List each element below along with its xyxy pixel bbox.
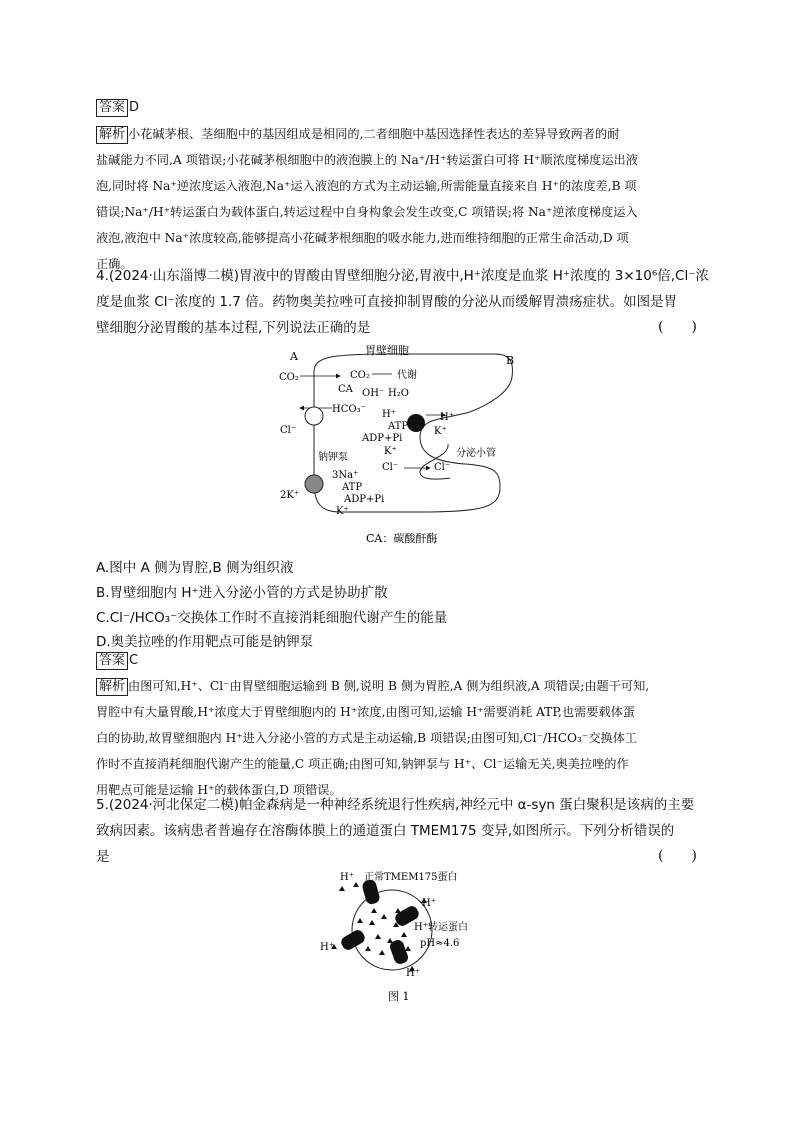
option-a: A.图中 A 侧为胃腔,B 侧为组织液 bbox=[96, 560, 294, 576]
svg-text:CA: CA bbox=[338, 384, 353, 395]
svg-text:CO₂: CO₂ bbox=[279, 372, 299, 383]
svg-text:Cl⁻: Cl⁻ bbox=[280, 425, 297, 436]
exchanger bbox=[305, 407, 323, 425]
analysis-line: 盐碱能力不同,A 项错误;小花碱茅根细胞中的液泡膜上的 Na⁺/H⁺转运蛋白可将 H⁺顺浓度梯度运出液 bbox=[96, 153, 638, 167]
svg-text:H⁺: H⁺ bbox=[440, 412, 454, 423]
svg-text:H⁺转运蛋白: H⁺转运蛋白 bbox=[414, 922, 468, 933]
svg-text:H⁺: H⁺ bbox=[406, 968, 420, 979]
svg-text:H₂O: H₂O bbox=[388, 388, 409, 399]
svg-text:K⁺: K⁺ bbox=[336, 506, 349, 517]
analysis-line: 用靶点可能是运输 H⁺的载体蛋白,D 项错误。 bbox=[96, 783, 342, 797]
svg-text:OH⁻: OH⁻ bbox=[362, 388, 385, 399]
q4-stem-line: 壁细胞分泌胃酸的基本过程,下列说法正确的是 bbox=[96, 320, 371, 336]
q4-answer bbox=[96, 652, 138, 670]
analysis-line: 作时不直接消耗细胞代谢产生的能量,C 项正确;由图可知,钠钾泵与 H⁺、Cl⁻运输无关,奥美拉唑的作 bbox=[96, 757, 629, 771]
svg-text:ATP: ATP bbox=[388, 421, 409, 432]
q4-answer-paren: ( ) bbox=[658, 319, 697, 335]
q5-answer-paren: ( ) bbox=[658, 848, 697, 864]
analysis-line: 解析 由图可知,H⁺、Cl⁻由胃壁细胞运输到 B 侧,说明 B 侧为胃腔,A 侧为组织液,A 项错误;由题干可知, bbox=[96, 673, 706, 699]
figure-caption: CA：碳酸酐酶 bbox=[366, 532, 438, 545]
svg-text:Cl⁻: Cl⁻ bbox=[382, 462, 399, 473]
sodium-potassium-pump bbox=[305, 475, 323, 493]
q3-answer bbox=[96, 99, 139, 117]
proton-pump bbox=[407, 414, 425, 432]
svg-text:K⁺: K⁺ bbox=[384, 446, 397, 457]
analysis-line: 白的协助,故胃壁细胞内 H⁺进入分泌小管的方式是主动运输,B 项错误;由图可知,Cl⁻/HCO₃⁻交换体工 bbox=[96, 731, 638, 745]
analysis-line: 泡,同时将 Na⁺逆浓度运入液泡,Na⁺运入液泡的方式为主动运输,所需能量直接来自 H⁺的浓度差,B 项 bbox=[96, 179, 637, 193]
svg-text:正常TMEM175蛋白: 正常TMEM175蛋白 bbox=[364, 872, 458, 883]
q4-figure bbox=[270, 342, 530, 550]
analysis-line: 正确。 bbox=[96, 257, 133, 271]
q4-stem-line: 4.(2024·山东淄博二模)胃液中的胃酸由胃壁细胞分泌,胃液中,H⁺浓度是血浆 H⁺浓度的 3×10⁶倍,Cl⁻浓 bbox=[96, 268, 709, 284]
q5-figure bbox=[312, 868, 502, 1008]
svg-text:钠钾泵: 钠钾泵 bbox=[318, 452, 348, 463]
svg-text:H⁺: H⁺ bbox=[382, 409, 396, 420]
svg-text:ADP+Pi: ADP+Pi bbox=[344, 494, 385, 505]
answer-value: C bbox=[129, 653, 139, 668]
q4-stem-line: 度是血浆 Cl⁻浓度的 1.7 倍。药物奥美拉唑可直接抑制胃酸的分泌从而缓解胃溃疡症状。如图是胃 bbox=[96, 294, 678, 310]
svg-text:H⁺: H⁺ bbox=[422, 898, 436, 909]
label-b: B bbox=[506, 354, 515, 367]
answer-value: D bbox=[129, 100, 140, 115]
q5-stem-line: 是 bbox=[96, 849, 110, 865]
svg-text:H⁺: H⁺ bbox=[320, 942, 334, 953]
cell-label: 胃壁细胞 bbox=[365, 344, 409, 357]
svg-text:2K⁺: 2K⁺ bbox=[280, 490, 300, 501]
svg-text:H⁺: H⁺ bbox=[340, 872, 354, 883]
analysis-line: 胃腔中有大量胃酸,H⁺浓度大于胃壁细胞内的 H⁺浓度,由图可知,运输 H⁺需要消耗 ATP,也需要载体蛋 bbox=[96, 705, 636, 719]
analysis-tag: 解析 bbox=[96, 126, 128, 144]
svg-text:HCO₃⁻: HCO₃⁻ bbox=[332, 404, 366, 415]
analysis-line: 液泡,液泡中 Na⁺浓度较高,能够提高小花碱茅根细胞的吸水能力,进而维持细胞的正常生命活动,D 项 bbox=[96, 231, 629, 245]
option-c: C.Cl⁻/HCO₃⁻交换体工作时不直接消耗细胞代谢产生的能量 bbox=[96, 610, 448, 626]
option-d: D.奥美拉唑的作用靶点可能是钠钾泵 bbox=[96, 634, 314, 650]
svg-text:ADP+Pi: ADP+Pi bbox=[362, 433, 403, 444]
svg-text:K⁺: K⁺ bbox=[434, 426, 447, 437]
analysis-line: 解析 小花碱茅根、茎细胞中的基因组成是相同的,二者细胞中基因选择性表达的差异导致两者的耐 bbox=[96, 121, 706, 147]
svg-text:3Na⁺: 3Na⁺ bbox=[332, 470, 359, 481]
option-b: B.胃壁细胞内 H⁺进入分泌小管的方式是协助扩散 bbox=[96, 585, 388, 601]
q5-stem-line: 5.(2024·河北保定二模)帕金森病是一种神经系统退行性疾病,神经元中 α-syn 蛋白聚积是该病的主要 bbox=[96, 797, 695, 813]
svg-text:pH≈4.6: pH≈4.6 bbox=[420, 938, 460, 949]
answer-tag: 答案 bbox=[96, 652, 128, 670]
svg-text:Cl⁻: Cl⁻ bbox=[434, 462, 451, 473]
svg-text:CO₂: CO₂ bbox=[350, 370, 370, 381]
figure-caption: 图 1 bbox=[388, 990, 410, 1003]
svg-text:分泌小管: 分泌小管 bbox=[456, 448, 496, 459]
answer-tag: 答案 bbox=[96, 99, 128, 117]
proton-transporter bbox=[339, 928, 367, 952]
label-a: A bbox=[290, 350, 298, 363]
analysis-tag: 解析 bbox=[96, 678, 128, 696]
q5-stem-line: 致病因素。该病患者普遍存在溶酶体膜上的通道蛋白 TMEM175 变异,如图所示。下列分析错误的 bbox=[96, 823, 675, 839]
analysis-line: 错误;Na⁺/H⁺转运蛋白为载体蛋白,转运过程中自身构象会发生改变,C 项错误;将 Na⁺逆浓度梯度运入 bbox=[96, 205, 638, 219]
q3-analysis bbox=[96, 121, 706, 277]
q4-analysis bbox=[96, 673, 706, 803]
svg-text:ATP: ATP bbox=[342, 482, 363, 493]
svg-text:代谢: 代谢 bbox=[397, 370, 417, 381]
